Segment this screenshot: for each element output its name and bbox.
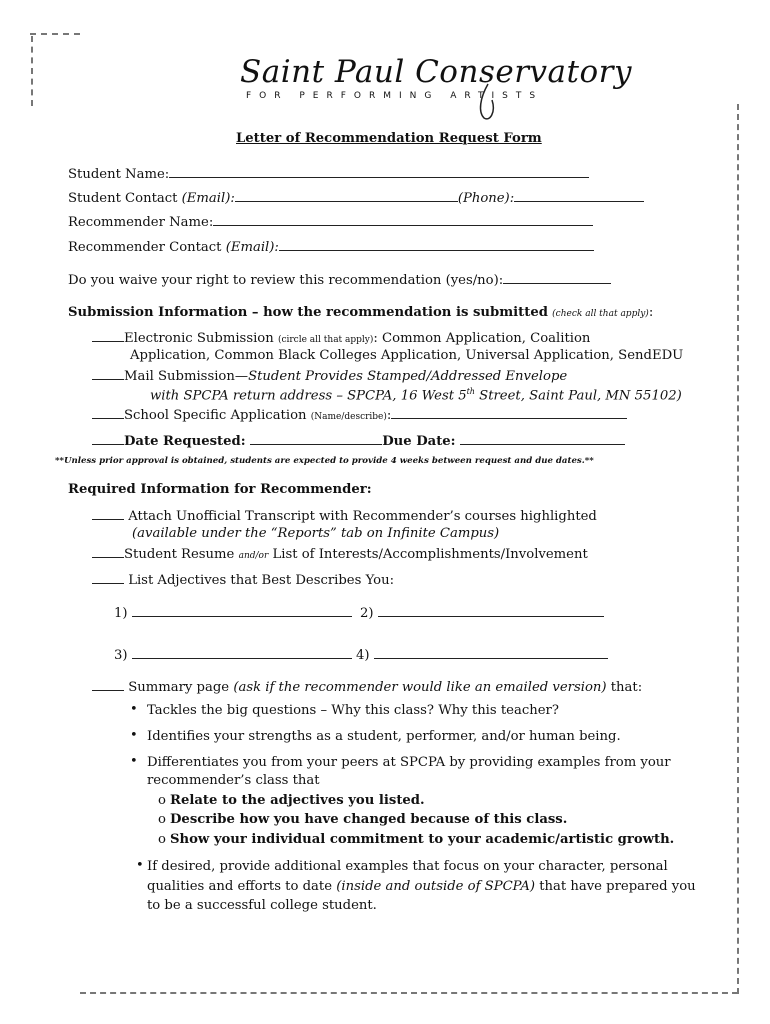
- mail-note-2a: with SPCPA return address – SPCPA, 16 West 5: [150, 388, 467, 404]
- adjective-2-field[interactable]: [378, 604, 604, 617]
- mail-row: [92, 367, 567, 384]
- recommender-contact-label: Recommender Contact: [68, 240, 222, 255]
- mail-note-sup: th: [466, 387, 475, 396]
- mail-checkbox[interactable]: [92, 367, 124, 380]
- adjective-1-label: 1): [114, 606, 128, 621]
- mail-row-2: [150, 387, 682, 403]
- student-email-field[interactable]: [235, 189, 458, 202]
- border-bottom: [80, 992, 738, 994]
- adjective-4-field[interactable]: [374, 646, 608, 659]
- transcript-row: [92, 507, 597, 524]
- mail-note-1: Student Provides Stamped/Addressed Envelope: [248, 369, 568, 384]
- adjective-3-field[interactable]: [132, 646, 352, 659]
- form-title: Letter of Recommendation Request Form: [236, 131, 542, 146]
- recommender-email-label: (Email):: [225, 240, 279, 255]
- student-contact-row: [68, 189, 644, 206]
- resume-checkbox[interactable]: [92, 545, 124, 558]
- electronic-checkbox[interactable]: [92, 329, 124, 342]
- adjectives-checkbox[interactable]: [92, 571, 124, 584]
- summary-label-b: that:: [610, 680, 643, 695]
- summary-row: [92, 678, 642, 695]
- school-row: [92, 406, 627, 423]
- school-checkbox[interactable]: [92, 406, 124, 419]
- sub-list-item: Describe how you have changed because of this class.: [170, 812, 568, 827]
- mail-label: Mail Submission—: [124, 369, 249, 384]
- list-item-continued: recommender’s class that: [147, 773, 320, 788]
- student-name-field[interactable]: [169, 165, 589, 178]
- school-label: School Specific Application: [124, 408, 307, 423]
- final-line-2: [147, 879, 696, 894]
- mail-note-2b: Street, Saint Paul, MN 55102): [474, 388, 682, 404]
- school-colon: :: [386, 408, 392, 423]
- border-top-left: [30, 33, 80, 35]
- final-line-2-note: (inside and outside of SPCPA): [336, 879, 535, 894]
- adjective-4-row: [356, 646, 608, 663]
- recommender-contact-row: [68, 238, 594, 255]
- summary-note: (ask if the recommender would like an emailed version): [233, 680, 607, 695]
- adjective-3-row: [114, 646, 352, 663]
- required-heading: Required Information for Recommender:: [68, 482, 372, 497]
- student-phone-label: (Phone):: [457, 191, 515, 206]
- due-date-field[interactable]: [460, 432, 625, 445]
- sub-bullet-icon: o: [158, 812, 166, 827]
- bullet-icon: •: [130, 702, 138, 717]
- transcript-note: (available under the “Reports” tab on Infinite Campus): [132, 526, 500, 541]
- adjectives-row: [92, 571, 394, 588]
- dates-row: [92, 432, 625, 449]
- date-checkbox[interactable]: [92, 432, 124, 445]
- list-item: Identifies your strengths as a student, performer, and/or human being.: [147, 729, 621, 744]
- logo-subtitle: FOR PERFORMING ARTISTS: [246, 91, 544, 101]
- final-line-1: If desired, provide additional examples that focus on your character, personal: [147, 859, 668, 874]
- waive-row: [68, 271, 611, 288]
- recommender-name-row: [68, 213, 593, 230]
- submission-heading-colon: :: [648, 305, 654, 320]
- student-phone-field[interactable]: [514, 189, 644, 202]
- sub-bullet-icon: o: [158, 793, 166, 808]
- list-item: Differentiates you from your peers at SPCPA by providing examples from your: [147, 755, 671, 770]
- school-note: (Name/describe): [310, 412, 387, 422]
- electronic-options-2: Application, Common Black Colleges Application, Universal Application, SendEDU: [130, 348, 684, 363]
- sub-list-item: Show your individual commitment to your academic/artistic growth.: [170, 832, 675, 847]
- resume-label-b: List of Interests/Accomplishments/Involvement: [272, 547, 588, 562]
- date-requested-label: Date Requested:: [124, 434, 246, 449]
- resume-and-or: and/or: [238, 551, 269, 561]
- adjective-3-label: 3): [114, 648, 128, 663]
- electronic-row: [92, 329, 590, 346]
- final-line-3: to be a successful college student.: [147, 898, 377, 913]
- adjective-1-field[interactable]: [132, 604, 352, 617]
- recommender-name-label: Recommender Name:: [68, 215, 214, 230]
- adjective-2-label: 2): [360, 606, 374, 621]
- final-line-2a: qualities and efforts to date: [147, 879, 333, 894]
- sub-bullet-icon: o: [158, 832, 166, 847]
- adjective-1-row: [114, 604, 352, 621]
- recommender-name-field[interactable]: [213, 213, 593, 226]
- transcript-checkbox[interactable]: [92, 507, 124, 520]
- date-requested-field[interactable]: [250, 432, 382, 445]
- logo-script: Saint Paul Conservatory: [240, 54, 632, 90]
- school-field[interactable]: [391, 406, 627, 419]
- due-date-label: Due Date:: [382, 434, 456, 449]
- student-contact-label: Student Contact: [68, 191, 178, 206]
- student-name-row: [68, 165, 589, 182]
- electronic-note: (circle all that apply): [277, 335, 374, 345]
- electronic-label: Electronic Submission: [124, 331, 274, 346]
- submission-heading-text: Submission Information – how the recommendation is submitted: [68, 305, 548, 320]
- submission-heading-note: (check all that apply): [552, 309, 649, 319]
- list-item: Tackles the big questions – Why this class? Why this teacher?: [147, 703, 559, 718]
- recommender-email-field[interactable]: [279, 238, 594, 251]
- adjective-2-row: [360, 604, 604, 621]
- adjectives-label: List Adjectives that Best Describes You:: [128, 573, 395, 588]
- submission-heading: [68, 305, 653, 320]
- bullet-icon: •: [130, 754, 138, 769]
- transcript-label: Attach Unofficial Transcript with Recommender’s courses highlighted: [128, 509, 597, 524]
- resume-row: [92, 545, 588, 562]
- warning-text: **Unless prior approval is obtained, students are expected to provide 4 weeks between request and due dates.**: [55, 456, 594, 466]
- summary-checkbox[interactable]: [92, 678, 124, 691]
- waive-label: Do you waive your right to review this recommendation (yes/no):: [68, 273, 504, 288]
- border-left-top: [31, 36, 33, 106]
- sub-list-item: Relate to the adjectives you listed.: [170, 793, 425, 808]
- border-right: [737, 104, 739, 994]
- resume-label: Student Resume: [124, 547, 235, 562]
- student-name-label: Student Name:: [68, 167, 170, 182]
- logo-flourish-icon: [470, 82, 500, 126]
- bullet-icon: •: [136, 858, 144, 873]
- adjective-4-label: 4): [356, 648, 370, 663]
- waive-field[interactable]: [503, 271, 611, 284]
- student-email-label: (Email):: [181, 191, 235, 206]
- summary-label: Summary page: [128, 680, 230, 695]
- final-line-2b: that have prepared you: [539, 879, 696, 894]
- electronic-options-1: : Common Application, Coalition: [373, 331, 591, 346]
- bullet-icon: •: [130, 728, 138, 743]
